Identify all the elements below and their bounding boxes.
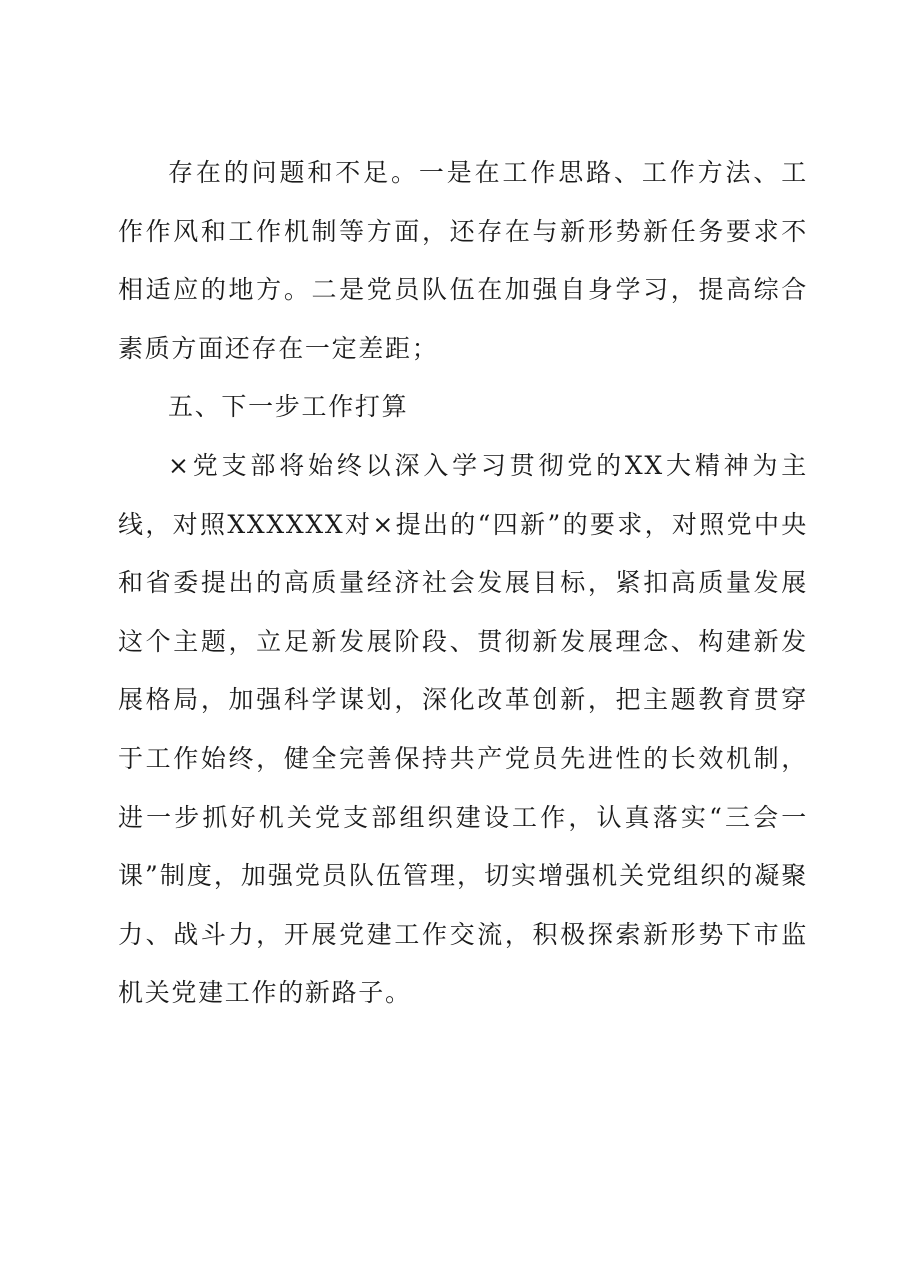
paragraph-next-steps: ×党支部将始终以深入学习贯彻党的XX大精神为主线，对照XXXXXX对×提出的“四新”的要求，对照党中央和省委提出的高质量经济社会发展目标，紧扣高质量发展这个主题，立足新发展阶段、贯彻新发展理念、构建新发展格局，加强科学谋划，深化改革创新，把主题教育贯穿于工作始终，健全完善保持共产党员先进性的长效机制，进一步抓好机关党支部组织建设工作，认真落实“三会一课”制度，加强党员队伍管理，切实增强机关党组织的凝聚力、战斗力，开展党建工作交流，积极探索新形势下市监机关党建工作的新路子。 bbox=[118, 450, 808, 1008]
document-body bbox=[118, 144, 808, 1023]
section-heading-next-steps: 五、下一步工作打算 bbox=[168, 392, 409, 422]
paragraph-problems: 存在的问题和不足。一是在工作思路、工作方法、工作作风和工作机制等方面，还存在与新形势新任务要求不相适应的地方。二是党员队伍在加强自身学习，提高综合素质方面还存在一定差距； bbox=[118, 158, 808, 363]
